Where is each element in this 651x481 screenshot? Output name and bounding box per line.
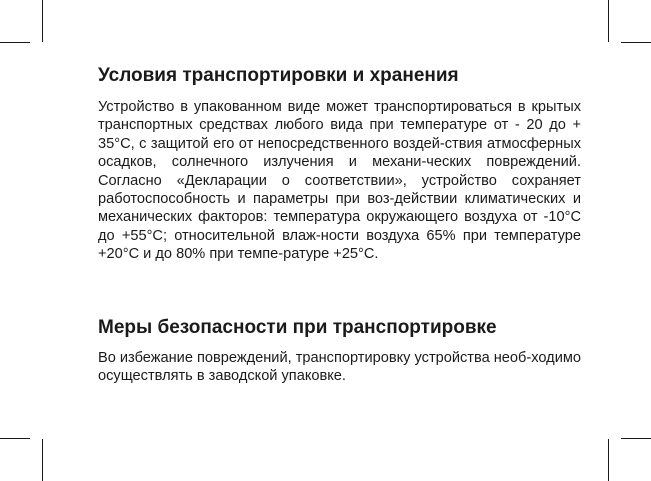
section-heading: Условия транспортировки и хранения bbox=[98, 65, 459, 86]
section-paragraph: Устройство в упакованном виде может транспортироваться в крытых транспортных средствах любого вида при температуре от - 20 до + 35°С, с защитой его от непосредственного воздей-ствия атмосферных осадков, солнечного излучения и механи-ческих повреждений. Согласно «Декларации о соответствии», устройство сохраняет работоспособность и параметры при воз-действии климатических и механических факторов: температура окружающего воздуха от -10°С до +55°С; относительной влаж-ности воздуха 65% при температуре +20°С и до 80% при темпе-ратуре +25°С. bbox=[98, 99, 581, 263]
crop-mark-bottom-left-horizontal bbox=[0, 438, 30, 439]
document-content bbox=[98, 64, 582, 385]
crop-mark-top-right-horizontal bbox=[621, 42, 651, 43]
crop-mark-top-left-horizontal bbox=[0, 42, 30, 43]
section-heading: Меры безопасности при транспортировке bbox=[98, 317, 497, 338]
crop-mark-top-left-vertical bbox=[42, 0, 43, 42]
crop-mark-bottom-right-horizontal bbox=[621, 438, 651, 439]
section-transport-safety bbox=[98, 316, 581, 386]
crop-mark-bottom-left-vertical bbox=[42, 439, 43, 481]
section-transport-storage bbox=[98, 64, 581, 264]
crop-mark-bottom-right-vertical bbox=[608, 439, 609, 481]
crop-mark-top-right-vertical bbox=[608, 0, 609, 42]
section-paragraph: Во избежание повреждений, транспортировку устройства необ-ходимо осуществлять в заводской упаковке. bbox=[98, 350, 582, 385]
